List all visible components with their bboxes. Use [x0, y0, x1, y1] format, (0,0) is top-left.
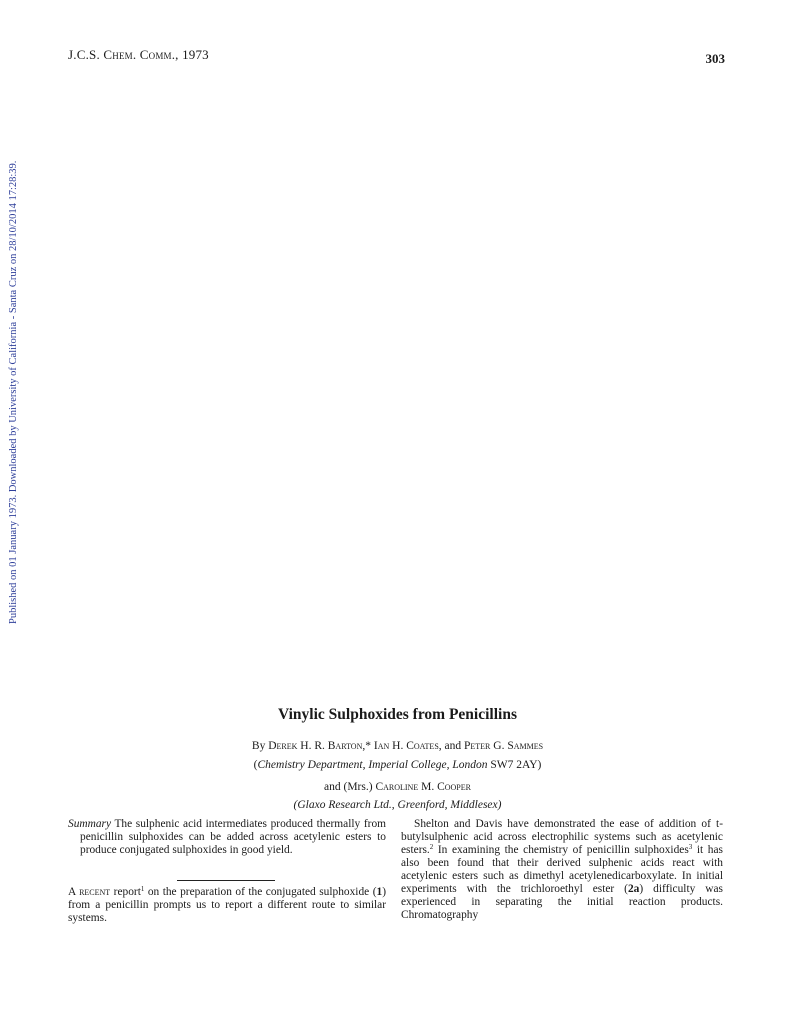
- summary-label: Summary: [68, 818, 112, 830]
- journal-year: , 1973: [175, 47, 209, 62]
- body-text: ) from a penicillin prompts us to report a different route to similar systems.: [68, 886, 386, 925]
- affiliation-postcode: SW7 2AY): [487, 759, 542, 771]
- author-first-name: Derek: [268, 740, 298, 752]
- affiliation-1: [0, 759, 795, 771]
- author-initials: H. R.: [297, 740, 328, 752]
- body-text: ) difficulty was experienced in separating the initial reaction products. Chromatography: [401, 883, 723, 922]
- journal-name-prefix: J.C.S.: [68, 47, 104, 62]
- journal-name: Chem. Comm.: [103, 47, 176, 62]
- corresponding-mark: ,*: [362, 740, 374, 752]
- download-watermark[interactable]: [8, 161, 20, 624]
- summary-text: The sulphenic acid intermediates produced thermally from penicillin sulphoxides can be added across acetylenic esters to produce conjugated sulphoxides in good yield.: [80, 818, 386, 857]
- footnote-ref[interactable]: 1: [140, 885, 145, 893]
- lead-in: A recent: [68, 886, 111, 898]
- journal-header: [68, 47, 209, 63]
- author-surname: Coates: [406, 740, 439, 752]
- body-left-column: [68, 886, 386, 925]
- body-text: it has also been found that their derived sulphenic acids react with acetylenic esters such as dimethyl acetylenedicarboxylate. In initial experiments with the trichloroethyl ester (: [401, 844, 723, 896]
- page-number: 303: [705, 51, 725, 66]
- author-initials: H.: [389, 740, 407, 752]
- affiliation-department: Chemistry Department, Imperial College, London: [257, 759, 488, 771]
- compound-ref: 1: [376, 886, 383, 898]
- author-surname: Barton: [327, 740, 363, 752]
- body-text: In examining the chemistry of penicillin sulphoxides: [433, 844, 689, 857]
- footnote-ref[interactable]: 3: [688, 843, 693, 852]
- byline-2: [0, 781, 795, 793]
- body-text: on the preparation of the conjugated sulphoxide (: [144, 886, 377, 898]
- affiliation-paren: (: [253, 759, 258, 771]
- affiliation-2: [0, 799, 795, 811]
- article-title: Vinylic Sulphoxides from Penicillins: [278, 706, 517, 723]
- footnote-ref[interactable]: 2: [429, 843, 434, 852]
- summary-divider: [177, 880, 275, 881]
- author-first-name: Ian: [373, 740, 390, 752]
- byline-2-prefix: and (Mrs.): [324, 781, 376, 793]
- summary-block: [68, 818, 386, 857]
- author-surname: Sammes: [507, 740, 544, 752]
- byline: [0, 740, 795, 752]
- byline-by: By: [251, 740, 266, 752]
- body-text: Shelton and Davis have demonstrated the ease of addition of t-butylsulphenic acid across electrophilic systems such as acetylenic esters.: [401, 818, 723, 857]
- author-initials: G.: [490, 740, 508, 752]
- author-first-name: Peter: [464, 740, 491, 752]
- download-watermark-text: Published on 01 January 1973. Downloaded by University of California - Santa Cruz on 28/10/2014 17:28:39.: [8, 160, 19, 625]
- author-surname: Cooper: [437, 781, 471, 793]
- author-initials: M.: [418, 781, 438, 793]
- byline-conjunction: , and: [438, 740, 464, 752]
- compound-ref: 2a: [627, 883, 640, 896]
- body-text: report: [110, 886, 141, 898]
- body-right-column: [401, 818, 723, 922]
- affiliation-2-text: (Glaxo Research Ltd., Greenford, Middlesex): [293, 799, 502, 811]
- author-first-name: Caroline: [375, 781, 419, 793]
